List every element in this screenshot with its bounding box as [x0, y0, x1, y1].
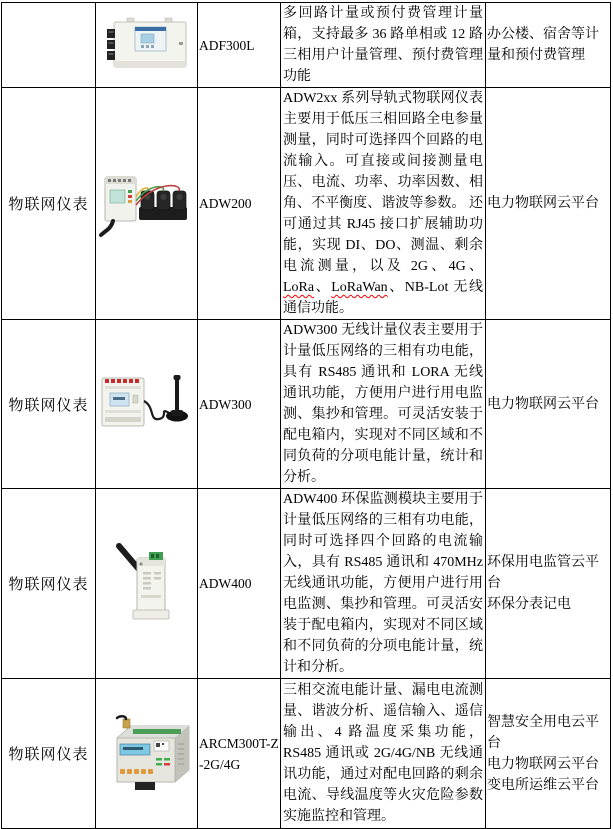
model-cell: ARCM300T-Z-2G/4G: [198, 679, 281, 829]
application-cell: 环保用电监管云平台 环保分表记电: [486, 489, 611, 679]
application-cell: 电力物联网云平台: [486, 88, 611, 320]
table-row: [2, 679, 611, 829]
category-cell: 物联网仪表: [2, 679, 96, 829]
description-cell: ADW300 无线计量仪表主要用于计量低压网络的三相有功电能，具有 RS485 通讯和 LORA 无线通讯功能，方便用户进行用电监测、集抄和管理。可灵活安装于配电箱内，实现对不同区域和不同负荷的分项电能计量，统计和分析。: [281, 320, 486, 489]
category-cell: [2, 3, 96, 88]
description-cell: ADW400 环保监测模块主要用于计量低压网络的三相有功电能，同时可选择四个回路的电流输入，具有 RS485 通讯和 470MHz 无线通讯功能，方便用户进行用电监测、集抄和管理。可灵活安装于配电箱内，实现对不同区域和不同负荷的分项电能计量，统计和分析。: [281, 489, 486, 679]
application-cell: 办公楼、宿舍等计量和预付费管理: [486, 3, 611, 88]
description-cell: ADW2xx 系列导轨式物联网仪表主要用于低压三相回路全电参量测量，同时可选择四个回路的电流输入。可直接或间接测量电压、电流、功率、功率因数、相角、不平衡度、谐波等参数。 还可通过其 RJ45 接口扩展辅助功能，实现 DI、DO、测温、剩余电流测量，以及 2G、4G、LoRa、LoRaWan、NB-Lot 无线通信功能。: [281, 88, 486, 320]
product-image-cell: [96, 320, 198, 489]
product-image-cell: [96, 88, 198, 320]
product-image-cell: [96, 3, 198, 88]
model-cell: ADW300: [198, 320, 281, 489]
product-table: [1, 2, 611, 829]
adw200-product-photo: [97, 163, 197, 245]
adf300l-product-photo: [97, 9, 197, 81]
table-row: [2, 320, 611, 489]
model-cell: ADW400: [198, 489, 281, 679]
table-row: [2, 88, 611, 320]
adw400-product-photo: [97, 538, 197, 630]
description-cell: 三相交流电能计量、漏电电流测量、谐波分析、遥信输入、遥信输出、4 路温度采集功能，RS485 通讯或 2G/4G/NB 无线通讯功能，通过对配电回路的剩余电流、导线温度等火灾危险参数实施监控和管理。: [281, 679, 486, 829]
category-cell: 物联网仪表: [2, 88, 96, 320]
model-cell: ADF300L: [198, 3, 281, 88]
application-cell: 电力物联网云平台: [486, 320, 611, 489]
application-cell: 智慧安全用电云平台 电力物联网云平台 变电所运维云平台: [486, 679, 611, 829]
model-cell: ADW200: [198, 88, 281, 320]
adw300-product-photo: [97, 369, 197, 439]
product-image-cell: [96, 679, 198, 829]
table-row: [2, 489, 611, 679]
product-image-cell: [96, 489, 198, 679]
arcm300t-product-photo: [97, 714, 198, 794]
category-cell: 物联网仪表: [2, 320, 96, 489]
description-cell: 多回路计量或预付费管理计量箱，支持最多 36 路单相或 12 路三相用户计量管理、预付费管理功能: [281, 3, 486, 88]
category-cell: 物联网仪表: [2, 489, 96, 679]
table-row: [2, 3, 611, 88]
